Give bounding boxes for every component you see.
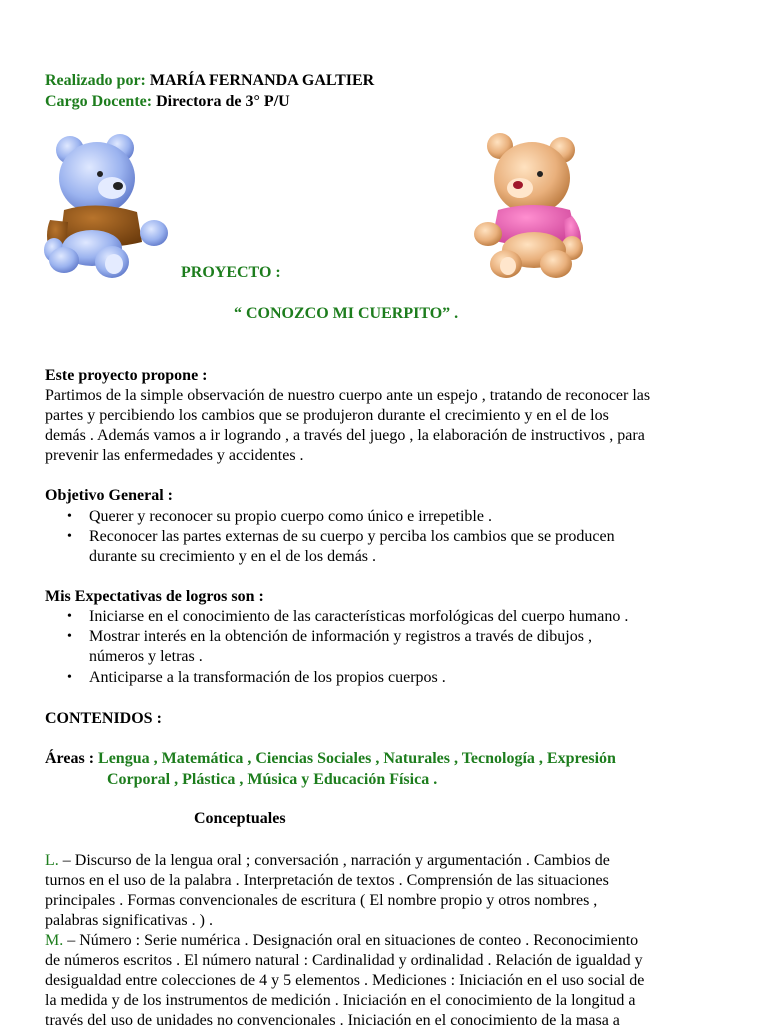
expectations-list	[45, 607, 725, 688]
areas-list: Lengua , Matemática , Ciencias Sociales , Naturales , Tecnología , Expresión	[98, 750, 616, 767]
role-label: Cargo Docente:	[45, 93, 153, 110]
blue-teddy-bear-image	[42, 130, 170, 280]
role-value: Directora de 3° P/U	[156, 93, 290, 110]
role-line	[45, 92, 290, 112]
tan-teddy-bear-image	[470, 130, 598, 280]
areas-label: Áreas :	[45, 750, 95, 767]
expectations-heading: Mis Expectativas de logros son :	[45, 588, 264, 605]
objective-list	[45, 507, 725, 568]
list-item: • Reconocer las partes externas de su cuerpo y perciba los cambios que se producen durante su crecimiento y en el de los demás .	[45, 527, 725, 567]
matematica-line: la medida y de los instrumentos de medición . Iniciación en el conocimiento de la longitud a	[45, 992, 636, 1009]
lengua-line: palabras significativas . ) .	[45, 912, 213, 929]
intro-line: demás . Además vamos a ir logrando , a través del juego , la elaboración de instructivos , para	[45, 427, 645, 444]
lengua-line: turnos en el uso de la palabra . Interpretación de textos . Comprensión de las situaciones	[45, 872, 609, 889]
intro-line: partes y percibiendo los cambios que se produjeron durante el crecimiento y en el de los	[45, 407, 609, 424]
areas-list-continued: Corporal , Plástica , Música y Educación Física .	[107, 771, 438, 788]
author-line	[45, 71, 374, 91]
list-item: • Anticiparse a la transformación de los propios cuerpos .	[45, 668, 725, 688]
lengua-first-line: L. – Discurso de la lengua oral ; conversación , narración y argumentación . Cambios de	[45, 852, 610, 869]
contents-heading: CONTENIDOS :	[45, 710, 162, 727]
intro-heading: Este proyecto propone :	[45, 367, 208, 384]
matematica-first-line: M. – Número : Serie numérica . Designación oral en situaciones de conteo . Reconocimiento	[45, 932, 639, 949]
project-label: PROYECTO :	[181, 264, 281, 281]
list-item: • Querer y reconocer su propio cuerpo como único e irrepetible .	[45, 507, 725, 527]
conceptual-heading: Conceptuales	[194, 810, 286, 827]
author-label: Realizado por:	[45, 72, 146, 89]
intro-line: prevenir las enfermedades y accidentes .	[45, 447, 304, 464]
matematica-line: desigualdad entre colecciones de 4 y 5 elementos . Mediciones : Iniciación en el uso social de	[45, 972, 645, 989]
areas-line	[45, 749, 616, 769]
list-item: • Mostrar interés en la obtención de información y registros a través de dibujos , números y letras .	[45, 627, 725, 667]
matematica-tag: M.	[45, 932, 64, 949]
list-item: • Iniciarse en el conocimiento de las características morfológicas del cuerpo humano .	[45, 607, 725, 627]
lengua-line: principales . Formas convencionales de escritura ( El nombre propio y otros nombres ,	[45, 892, 598, 909]
project-title: “ CONOZCO MI CUERPITO” .	[234, 305, 459, 322]
objective-heading: Objetivo General :	[45, 487, 173, 504]
author-name: MARÍA FERNANDA GALTIER	[149, 72, 375, 89]
matematica-line: través del uso de unidades no convencionales . Iniciación en el conocimiento de la masa a	[45, 1012, 620, 1029]
matematica-line: de números escritos . El número natural : Cardinalidad y ordinalidad . Relación de igualdad y	[45, 952, 643, 969]
intro-line: Partimos de la simple observación de nuestro cuerpo ante un espejo , tratando de reconocer las	[45, 387, 651, 404]
lengua-tag: L.	[45, 852, 59, 869]
